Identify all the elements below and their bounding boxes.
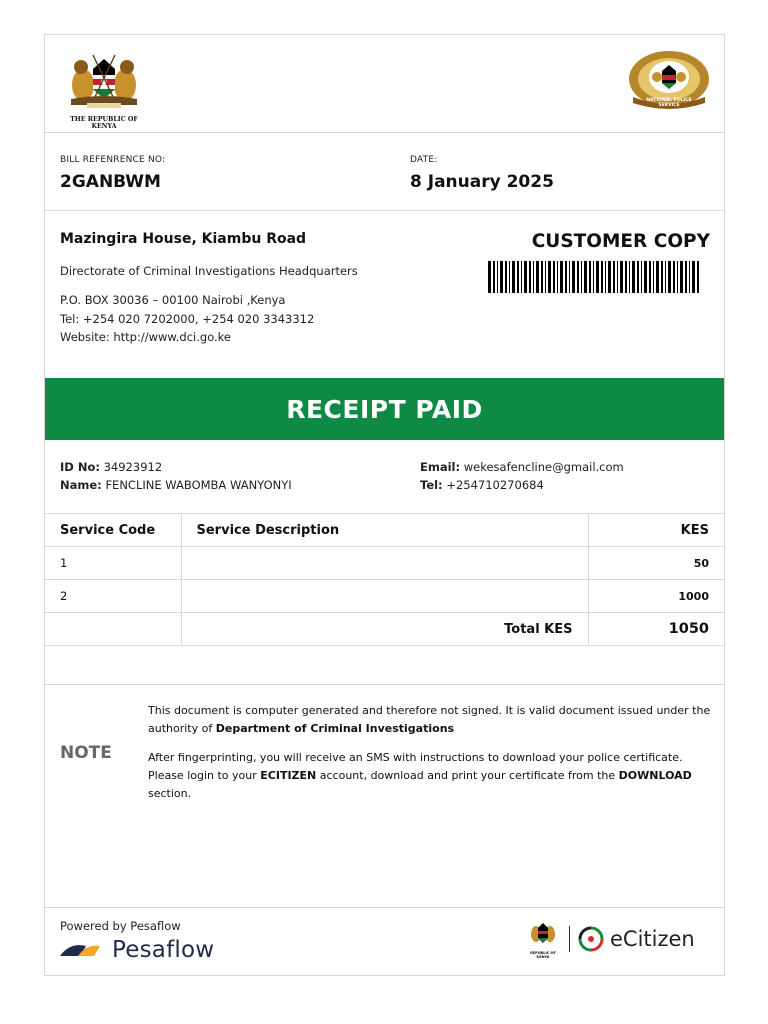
id-value: 34923912 [103,460,163,474]
powered-by: Powered by Pesaflow [60,919,181,933]
address-tel: Tel: +254 020 7202000, +254 020 3343312 [60,312,315,326]
address-po-box: P.O. BOX 30036 – 00100 Nairobi ,Kenya [60,293,286,307]
barcode-bar [617,261,618,293]
barcode-bar [500,261,503,293]
footer-coat-of-arms [525,919,561,959]
divider [45,210,724,211]
barcode-bar [572,261,575,293]
pesaflow-icon [60,940,102,960]
barcode-bar [529,261,531,293]
total-value: 1050 [588,613,724,646]
police-service-emblem [625,49,713,113]
table-header-row [45,514,724,547]
barcode-bar [613,261,615,293]
barcode-bar [536,261,539,293]
pesaflow-wordmark: Pesaflow [112,937,215,963]
barcode-bar [605,261,606,293]
barcode-bar [517,261,519,293]
note-paragraph-2: After fingerprinting, you will receive an SMS with instructions to download your police certificate. Please login to your ECITIZEN account, download and print your certificate from the DOWNLOAD section. [148,751,692,800]
barcode-bar [629,261,630,293]
address-title: Mazingira House, Kiambu Road [60,231,307,247]
barcode-bar [680,261,683,293]
header-service-code: Service Code [45,514,181,547]
email-label: Email: [420,460,461,474]
header-kes: KES [588,514,724,547]
barcode-bar [608,261,611,293]
barcode-bar [497,261,498,293]
barcode-bar [524,261,527,293]
barcode-bar [668,261,671,293]
service-description [181,547,588,580]
barcode-bar [557,261,558,293]
barcode-bar [665,261,666,293]
barcode-bar [656,261,659,293]
name-value: FENCLINE WABOMBA WANYONYI [105,478,292,492]
note-paragraph-1: This document is computer generated and therefore not signed. It is valid document issued under the authority of Department of Criminal Investigations [148,704,711,735]
table-row [45,580,724,613]
barcode-bar [584,261,587,293]
barcode-bar [488,261,491,293]
table-row [45,547,724,580]
total-label: Total KES [181,613,588,646]
barcode-bar [649,261,651,293]
barcode-bar [505,261,507,293]
tel-value: +254710270684 [446,478,544,492]
ecitizen-icon [578,926,604,952]
barcode-bar [661,261,663,293]
receipt-paid-banner: RECEIPT PAID [45,378,724,440]
date-value: 8 January 2025 [410,172,554,192]
barcode-bar [620,261,623,293]
tel-label: Tel: [420,478,443,492]
barcode-bar [589,261,591,293]
bill-ref-value: 2GANBWM [60,172,161,192]
address-website: Website: http://www.dci.go.ke [60,330,232,344]
address-org: Directorate of Criminal Investigations Headquarters [60,264,358,278]
barcode-bar [545,261,546,293]
pesaflow-logo [60,935,214,965]
barcode-bar [677,261,678,293]
barcode-bar [689,261,690,293]
customer-name [60,476,292,494]
barcode-bar [509,261,510,293]
barcode-bar [581,261,582,293]
left-emblem-caption: THE REPUBLIC OF KENYA [70,116,138,130]
id-label: ID No: [60,460,100,474]
barcode-bar [560,261,563,293]
barcode-bar [644,261,647,293]
barcode-bar [553,261,555,293]
footer-coat-caption: REPUBLIC OF KENYA [530,951,556,959]
barcode-bar [577,261,579,293]
total-row [45,613,724,646]
barcode-bar [685,261,687,293]
barcode [488,261,700,293]
customer-email [420,458,624,476]
service-amount: 1000 [588,580,724,613]
barcode-bar [548,261,551,293]
receipt-page [44,34,725,976]
ecitizen-logo [525,919,715,959]
service-description [181,580,588,613]
barcode-bar [521,261,522,293]
customer-id [60,458,162,476]
barcode-bar [493,261,495,293]
divider [45,132,724,133]
barcode-bar [653,261,654,293]
ecitizen-wordmark: eCitizen [610,927,695,951]
barcode-bar [692,261,695,293]
copy-label: CUSTOMER COPY [531,231,710,252]
barcode-bar [541,261,543,293]
name-label: Name: [60,478,102,492]
barcode-bar [637,261,639,293]
right-emblem-caption: NATIONAL POLICE SERVICE [646,98,692,108]
barcode-bar [512,261,515,293]
service-code: 1 [45,547,181,580]
date-label: DATE: [410,155,438,165]
services-table [45,513,724,685]
barcode-bar [565,261,567,293]
empty-row [45,646,724,685]
header-service-description: Service Description [181,514,588,547]
barcode-bar [625,261,627,293]
divider [45,907,724,908]
barcode-bar [569,261,570,293]
bill-ref-label: BILL REFENRENCE NO: [60,155,166,165]
barcode-bar [596,261,599,293]
barcode-bar [632,261,635,293]
barcode-bar [641,261,642,293]
service-code: 2 [45,580,181,613]
kenya-coat-of-arms [59,49,149,130]
barcode-bar [593,261,594,293]
barcode-bar [533,261,534,293]
barcode-bar [673,261,675,293]
service-amount: 50 [588,547,724,580]
email-value: wekesafencline@gmail.com [463,460,624,474]
barcode-bar [601,261,603,293]
note-heading: NOTE [60,743,112,763]
customer-tel [420,476,544,494]
barcode-bar [697,261,699,293]
